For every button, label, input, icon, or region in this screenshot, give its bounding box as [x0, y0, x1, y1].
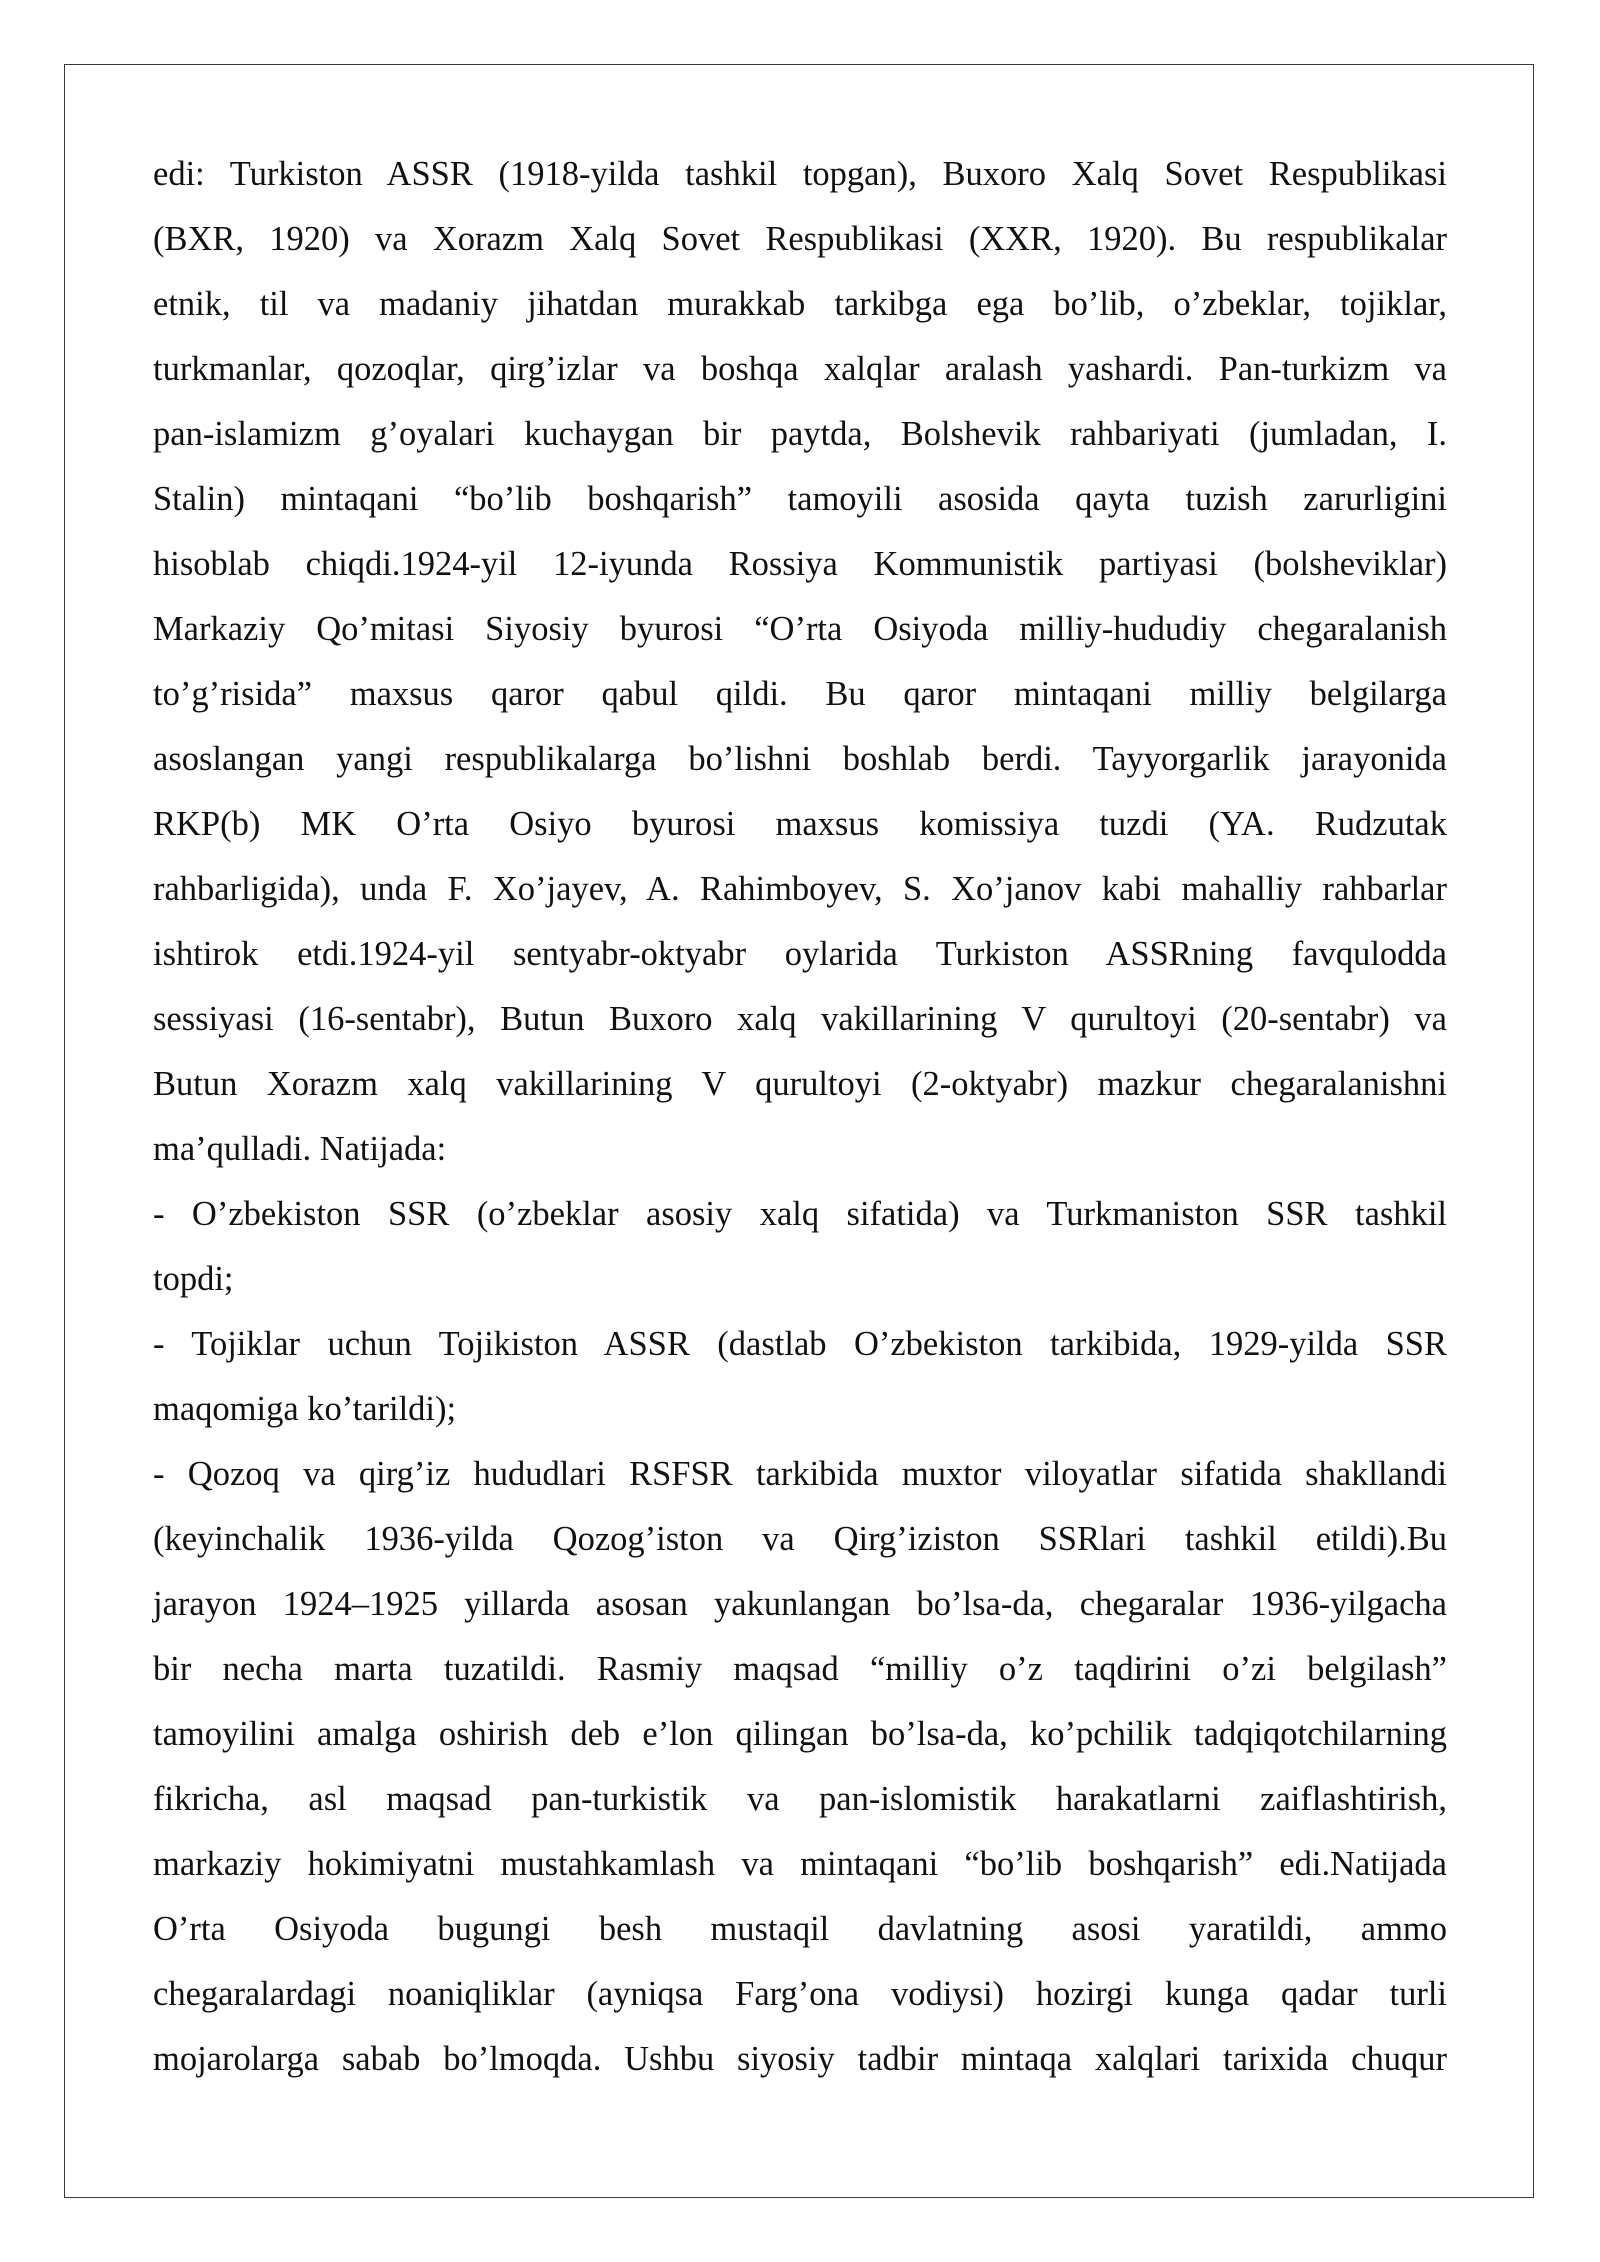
text-line: hisoblab chiqdi.1924-yil 12-iyunda Rossiya Kommunistik partiyasi (bolsheviklar)	[153, 545, 1447, 583]
text-line: maqomiga ko’tarildi);	[153, 1390, 457, 1428]
text-line: rahbarligida), unda F. Xo’jayev, A. Rahimboyev, S. Xo’janov kabi mahalliy rahbarlar	[153, 870, 1447, 908]
text-line: Butun Xorazm xalq vakillarining V qurultoyi (2-oktyabr) mazkur chegaralanishni	[153, 1065, 1447, 1103]
text-line: chegaralardagi noaniqliklar (ayniqsa Farg’ona vodiysi) hozirgi kunga qadar turli	[153, 1975, 1447, 2013]
text-line: (BXR, 1920) va Xorazm Xalq Sovet Respublikasi (XXR, 1920). Bu respublikalar	[153, 220, 1447, 258]
document-body	[153, 142, 1447, 2092]
text-line: asoslangan yangi respublikalarga bo’lishni boshlab berdi. Tayyorgarlik jarayonida	[153, 740, 1447, 778]
text-line: RKP(b) MK O’rta Osiyo byurosi maxsus komissiya tuzdi (YA. Rudzutak	[153, 805, 1447, 843]
text-line: fikricha, asl maqsad pan-turkistik va pan-islomistik harakatlarni zaiflashtirish,	[153, 1780, 1447, 1818]
text-line: mojarolarga sabab bo’lmoqda. Ushbu siyosiy tadbir mintaqa xalqlari tarixida chuqur	[153, 2040, 1447, 2078]
text-line: Stalin) mintaqani “bo’lib boshqarish” tamoyili asosida qayta tuzish zarurligini	[153, 480, 1447, 518]
text-line: to’g’risida” maxsus qaror qabul qildi. Bu qaror mintaqani milliy belgilarga	[153, 675, 1447, 713]
text-line: - O’zbekiston SSR (o’zbeklar asosiy xalq sifatida) va Turkmaniston SSR tashkil	[153, 1195, 1447, 1233]
text-line: turkmanlar, qozoqlar, qirg’izlar va boshqa xalqlar aralash yashardi. Pan-turkizm va	[153, 350, 1447, 388]
text-line: etnik, til va madaniy jihatdan murakkab tarkibga ega bo’lib, o’zbeklar, tojiklar,	[153, 285, 1447, 323]
text-line: O’rta Osiyoda bugungi besh mustaqil davlatning asosi yaratildi, ammo	[153, 1910, 1447, 1948]
text-line: topdi;	[153, 1260, 234, 1298]
text-line: edi: Turkiston ASSR (1918-yilda tashkil topgan), Buxoro Xalq Sovet Respublikasi	[153, 155, 1447, 193]
text-line: bir necha marta tuzatildi. Rasmiy maqsad “milliy o’z taqdirini o’zi belgilash”	[153, 1650, 1447, 1688]
text-line: - Qozoq va qirg’iz hududlari RSFSR tarkibida muxtor viloyatlar sifatida shakllandi	[153, 1455, 1447, 1493]
text-line: - Tojiklar uchun Tojikiston ASSR (dastlab O’zbekiston tarkibida, 1929-yilda SSR	[153, 1325, 1447, 1363]
text-line: pan-islamizm g’oyalari kuchaygan bir paytda, Bolshevik rahbariyati (jumladan, I.	[153, 415, 1447, 453]
text-line: Markaziy Qo’mitasi Siyosiy byurosi “O’rta Osiyoda milliy-hududiy chegaralanish	[153, 610, 1447, 648]
text-line: ma’qulladi. Natijada:	[153, 1130, 447, 1168]
text-line: (keyinchalik 1936-yilda Qozog’iston va Qirg’iziston SSRlari tashkil etildi).Bu	[153, 1520, 1447, 1558]
text-line: markaziy hokimiyatni mustahkamlash va mintaqani “bo’lib boshqarish” edi.Natijada	[153, 1845, 1447, 1883]
text-line: tamoyilini amalga oshirish deb e’lon qilingan bo’lsa-da, ko’pchilik tadqiqotchilarning	[153, 1715, 1447, 1753]
text-line: jarayon 1924–1925 yillarda asosan yakunlangan bo’lsa-da, chegaralar 1936-yilgacha	[153, 1585, 1447, 1623]
text-line: ishtirok etdi.1924-yil sentyabr-oktyabr oylarida Turkiston ASSRning favqulodda	[153, 935, 1447, 973]
text-line: sessiyasi (16-sentabr), Butun Buxoro xalq vakillarining V qurultoyi (20-sentabr) va	[153, 1000, 1447, 1038]
